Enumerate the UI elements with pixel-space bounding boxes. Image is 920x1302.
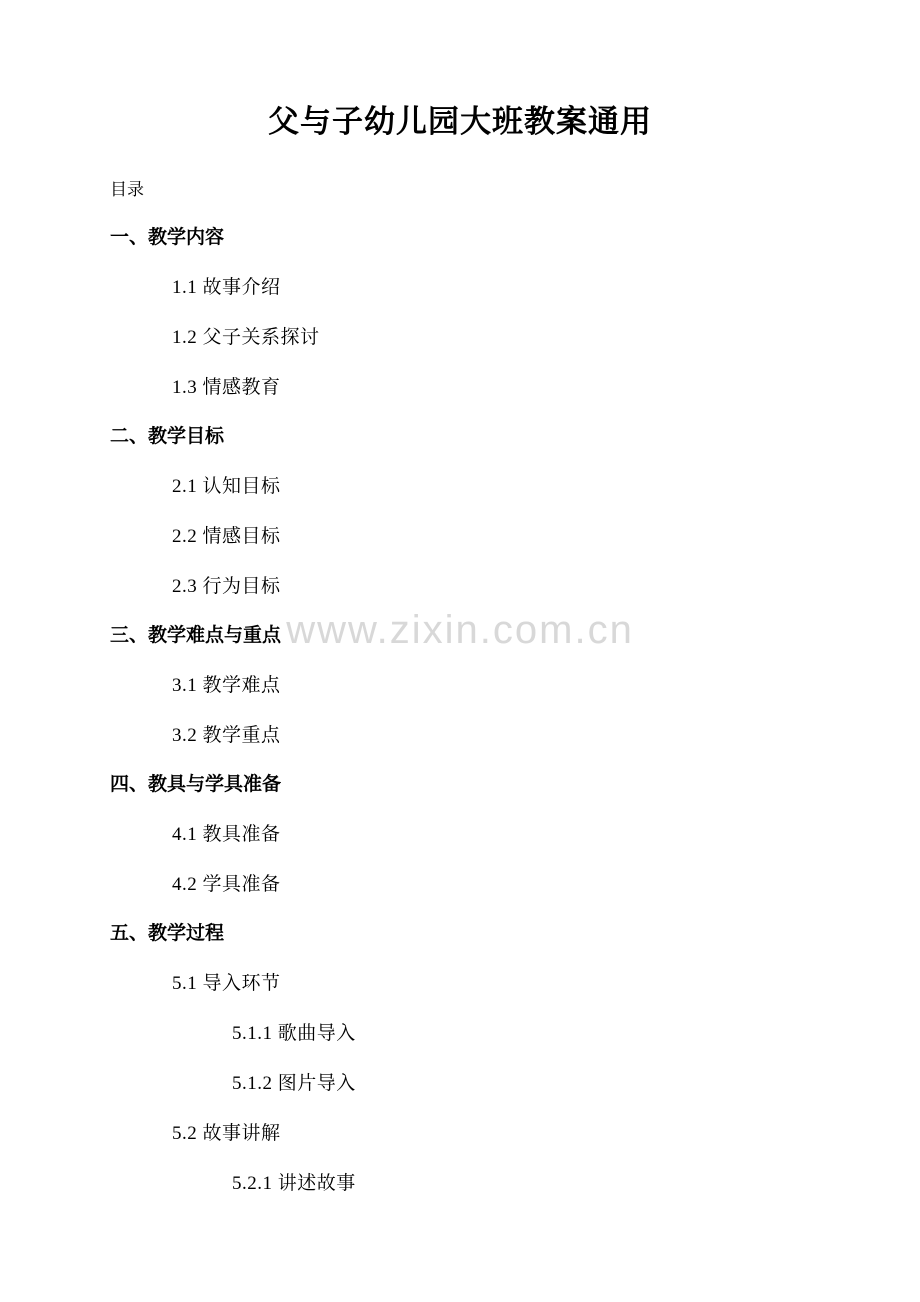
toc-entry-level-2[interactable]: 3.2 教学重点 bbox=[172, 725, 281, 746]
page-title: 父与子幼儿园大班教案通用 bbox=[268, 104, 652, 139]
toc-heading: 目录 bbox=[110, 180, 144, 199]
toc-entry-level-3[interactable]: 5.1.2 图片导入 bbox=[232, 1073, 356, 1094]
toc-entry-level-1[interactable]: 三、教学难点与重点 bbox=[110, 625, 282, 646]
toc-entry-level-3[interactable]: 5.1.1 歌曲导入 bbox=[232, 1023, 356, 1044]
toc-entry-level-2[interactable]: 1.2 父子关系探讨 bbox=[172, 327, 320, 348]
toc-entry-level-2[interactable]: 2.1 认知目标 bbox=[172, 476, 281, 497]
toc-entry-level-1[interactable]: 五、教学过程 bbox=[110, 923, 225, 944]
toc-entry-level-1[interactable]: 一、教学内容 bbox=[110, 227, 225, 248]
toc-entry-level-2[interactable]: 1.1 故事介绍 bbox=[172, 277, 281, 298]
toc-entry-level-2[interactable]: 1.3 情感教育 bbox=[172, 377, 281, 398]
toc-entry-level-1[interactable]: 二、教学目标 bbox=[110, 426, 225, 447]
toc-entry-level-2[interactable]: 5.2 故事讲解 bbox=[172, 1123, 281, 1144]
toc-entry-level-3[interactable]: 5.2.1 讲述故事 bbox=[232, 1173, 356, 1194]
toc-entry-level-2[interactable]: 5.1 导入环节 bbox=[172, 973, 281, 994]
toc-entry-level-1[interactable]: 四、教具与学具准备 bbox=[110, 774, 282, 795]
toc-entry-level-2[interactable]: 2.3 行为目标 bbox=[172, 576, 281, 597]
toc-entry-level-2[interactable]: 4.2 学具准备 bbox=[172, 874, 281, 895]
toc-entry-level-2[interactable]: 3.1 教学难点 bbox=[172, 675, 281, 696]
table-of-contents bbox=[110, 222, 850, 1195]
watermark: www.zixin.com.cn bbox=[286, 608, 634, 652]
toc-entry-level-2[interactable]: 2.2 情感目标 bbox=[172, 526, 281, 547]
toc-entry-level-2[interactable]: 4.1 教具准备 bbox=[172, 824, 281, 845]
